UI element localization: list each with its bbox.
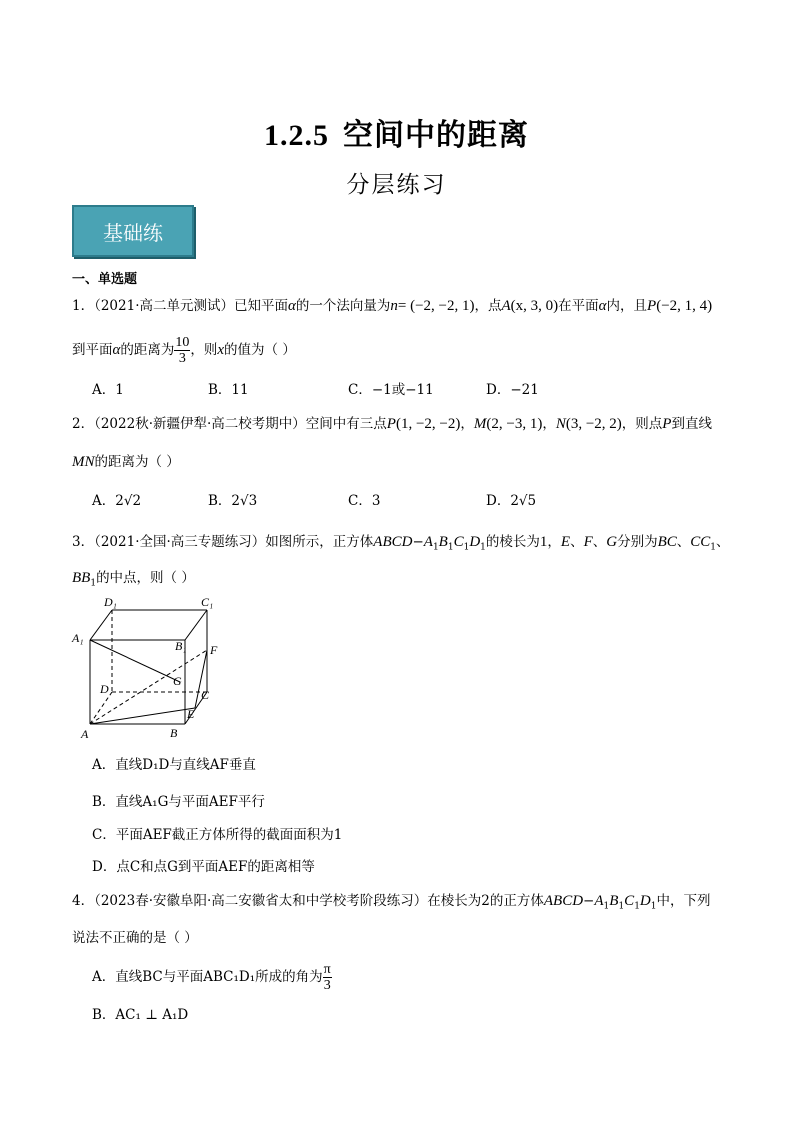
question-4-line-2: 说法不正确的是（ ）: [72, 930, 198, 946]
q3-option-b[interactable]: B．直线A₁G与平面AEF平行: [92, 794, 265, 810]
q1-option-d[interactable]: D．−21: [486, 382, 539, 398]
q3-option-a[interactable]: A．直线D₁D与直线AF垂直: [92, 757, 256, 773]
title-number: 1.2.5: [264, 119, 329, 152]
section-heading: 一、单选题: [72, 272, 138, 287]
q2-option-a[interactable]: A．2√2: [92, 493, 142, 509]
q1-option-b[interactable]: B．11: [208, 382, 249, 398]
label-d1: D₁: [104, 595, 117, 609]
label-d: D: [100, 682, 109, 696]
q2-option-d[interactable]: D．2√5: [486, 493, 537, 509]
label-e: E: [187, 707, 195, 721]
cube-diagram: [70, 592, 230, 742]
q2-option-c[interactable]: C．3: [348, 493, 381, 509]
q4-option-a[interactable]: A．直线BC与平面ABC₁D₁所成的角为 $\frac{\pi}{3}$: [92, 962, 331, 993]
edge-a1d1: [90, 610, 112, 640]
question-1-line-2: 到平面α的距离为 $\frac{10}{3}$ ，则x的值为（ ）: [72, 335, 296, 366]
segment-a1g: [90, 640, 180, 682]
q3-option-c[interactable]: C．平面AEF截正方体所得的截面面积为1: [92, 827, 343, 843]
page-title: [0, 110, 793, 154]
angle-fraction: $\frac{\pi}{3}$: [323, 962, 331, 993]
label-a: A: [81, 727, 89, 741]
question-4: 4．（2023春·安徽阜阳·高二安徽省太和中学校考阶段练习）在棱长为2的正方体$ABCD-A_1B_1C_1D_1$中，下列: [72, 893, 711, 912]
label-a1: A₁: [72, 631, 84, 645]
question-2: 2．（2022秋·新疆伊犁·高二校考期中）空间中有三点P(1, −2, −2)，M(2, −3, 1)，N(3, −2, 2)，则点P到直线: [72, 416, 712, 432]
page-subtitle: 分层练习: [346, 172, 447, 198]
label-g: G: [173, 674, 182, 688]
question-1-line-1: 1．（2021·高二单元测试）已知平面α的一个法向量为n= (−2, −2, 1)，点A(x, 3, 0)在平面α内，且P(−2, 1, 4): [72, 298, 713, 314]
q1-option-a[interactable]: A．1: [92, 382, 124, 398]
level-badge: 基础练: [72, 205, 194, 257]
q4-option-b[interactable]: B．AC₁ ⊥ A₁D: [92, 1007, 189, 1023]
label-c: C: [201, 688, 210, 702]
title-text: 空间中的距离: [343, 118, 529, 153]
label-b: B: [170, 726, 178, 740]
label-c1: C₁: [201, 595, 214, 609]
label-f: F: [210, 643, 218, 657]
label-b1: B₁: [175, 639, 187, 653]
question-3-line-2: $BB_1$的中点，则（ ）: [72, 570, 195, 589]
question-3: 3．（2021·全国·高三专题练习）如图所示，正方体$ABCD-A_1B_1C_1D_1$的棱长为1，E、F、G分别为BC、$CC_1$、: [72, 534, 730, 553]
question-1: [72, 296, 722, 316]
q3-option-d[interactable]: D．点C和点G到平面AEF的距离相等: [92, 859, 315, 875]
distance-fraction: $\frac{10}{3}$: [175, 335, 190, 366]
q1-option-c[interactable]: C．−1或−11: [348, 382, 434, 398]
q2-option-b[interactable]: B．2√3: [208, 493, 258, 509]
edge-c1b1: [185, 610, 207, 640]
question-2-line-2: MN的距离为（ ）: [72, 454, 180, 470]
segment-ae: [90, 708, 195, 724]
hidden-edge-ad: [90, 692, 112, 724]
